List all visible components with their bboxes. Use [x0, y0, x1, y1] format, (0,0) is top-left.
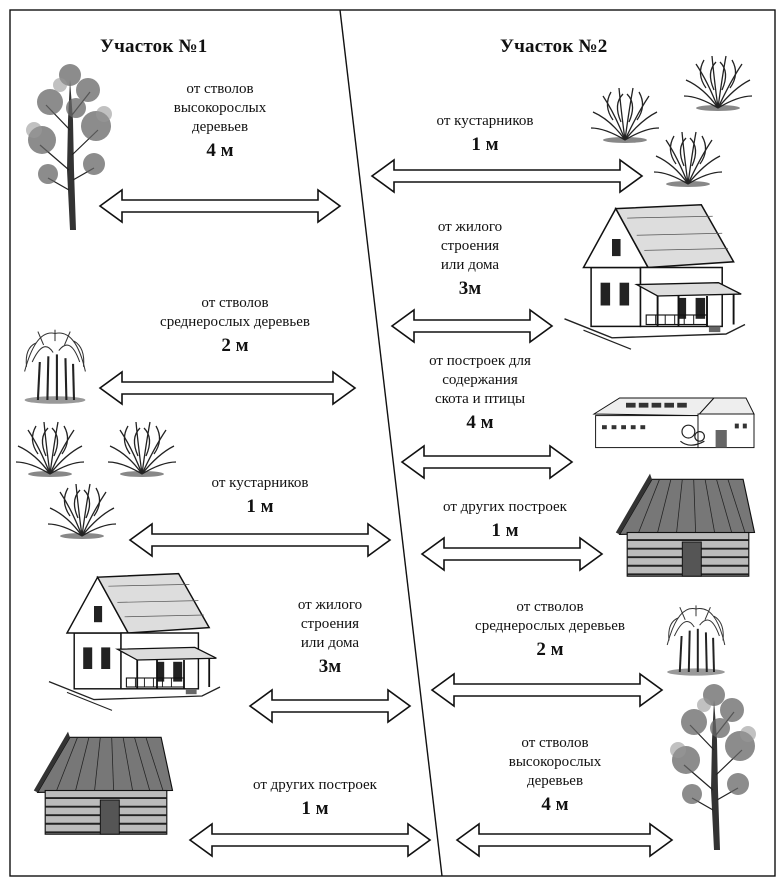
plot2-label-shrub — [400, 112, 570, 157]
medium-tree-icon — [25, 330, 86, 404]
shrub-icon — [591, 88, 659, 143]
label-line: от стволов — [186, 81, 254, 97]
distance-value: 1 м — [246, 496, 274, 517]
plot1-label-medium-tree — [120, 294, 350, 358]
plot1-label-log-cabin — [215, 776, 415, 821]
arrow-plot2-medium-tree — [432, 674, 662, 706]
label-line: высокорослых — [508, 754, 602, 770]
shrub-icon — [654, 132, 722, 187]
arrow-plot1-house — [250, 690, 410, 722]
log-cabin-icon — [616, 474, 755, 577]
arrow-plot1-medium-tree — [100, 372, 355, 404]
arrow-plot2-tall-tree — [457, 824, 672, 856]
label-line: или дома — [300, 635, 360, 651]
plot2-label-log-cabin — [410, 498, 600, 543]
plot1-label-shrub — [170, 474, 350, 519]
plot2-label-tall-tree — [480, 734, 630, 817]
plot2-label-barn — [395, 352, 565, 435]
distance-value: 1 м — [471, 134, 499, 155]
distance-value: 2 м — [536, 639, 564, 660]
plot1-label-house — [260, 596, 400, 679]
house-icon — [49, 574, 220, 711]
plot1-title: Участок №1 — [100, 36, 208, 57]
distance-value: 4 м — [466, 412, 494, 433]
label-line: строения — [300, 616, 360, 632]
shrub-icon — [108, 422, 176, 477]
label-line: от кустарников — [436, 113, 534, 129]
arrow-plot1-log-cabin — [190, 824, 430, 856]
plot1-label-tall-tree — [130, 80, 310, 163]
arrow-plot1-tall-tree — [100, 190, 340, 222]
distance-value: 3м — [458, 278, 482, 299]
label-line: или дома — [440, 257, 500, 273]
house-icon — [565, 205, 746, 349]
arrow-plot1-shrub — [130, 524, 390, 556]
label-line: высокорослых — [173, 100, 267, 116]
tall-tree-icon — [670, 684, 756, 850]
distance-value: 4 м — [206, 140, 234, 161]
distance-value: 4 м — [541, 794, 569, 815]
shrub-icon — [16, 422, 84, 477]
label-line: от жилого — [437, 219, 503, 235]
distance-value: 1 м — [301, 798, 329, 819]
label-line: деревьев — [191, 119, 249, 135]
label-line: скота и птицы — [434, 391, 526, 407]
label-line: от стволов — [201, 295, 269, 311]
shrub-icon — [48, 484, 116, 539]
plot2-title: Участок №2 — [500, 36, 608, 57]
label-line: содержания — [442, 372, 518, 388]
medium-tree-icon — [667, 605, 725, 675]
plot2-label-medium-tree — [435, 598, 665, 662]
label-line: среднерослых деревьев — [160, 314, 310, 330]
label-line: от стволов — [521, 735, 589, 751]
tall-tree-icon — [26, 64, 112, 230]
arrow-plot2-house — [392, 310, 552, 342]
arrow-plot2-shrub — [372, 160, 642, 192]
label-line: среднерослых деревьев — [475, 618, 625, 634]
shrub-icon — [684, 56, 752, 111]
log-cabin-icon — [34, 732, 173, 835]
distance-value: 3м — [318, 656, 342, 677]
label-line: от других построек — [443, 499, 567, 515]
label-line: строения — [440, 238, 500, 254]
plot2-label-house — [395, 218, 545, 301]
label-line: от стволов — [516, 599, 584, 615]
label-line: от кустарников — [211, 475, 309, 491]
arrow-plot2-barn — [402, 446, 572, 478]
label-line: деревьев — [526, 773, 584, 789]
barn-icon — [594, 398, 754, 448]
distance-value: 2 м — [221, 335, 249, 356]
label-line: от жилого — [297, 597, 363, 613]
label-line: от других построек — [253, 777, 377, 793]
distance-value: 1 м — [491, 520, 519, 541]
label-line: от построек для — [429, 353, 531, 369]
